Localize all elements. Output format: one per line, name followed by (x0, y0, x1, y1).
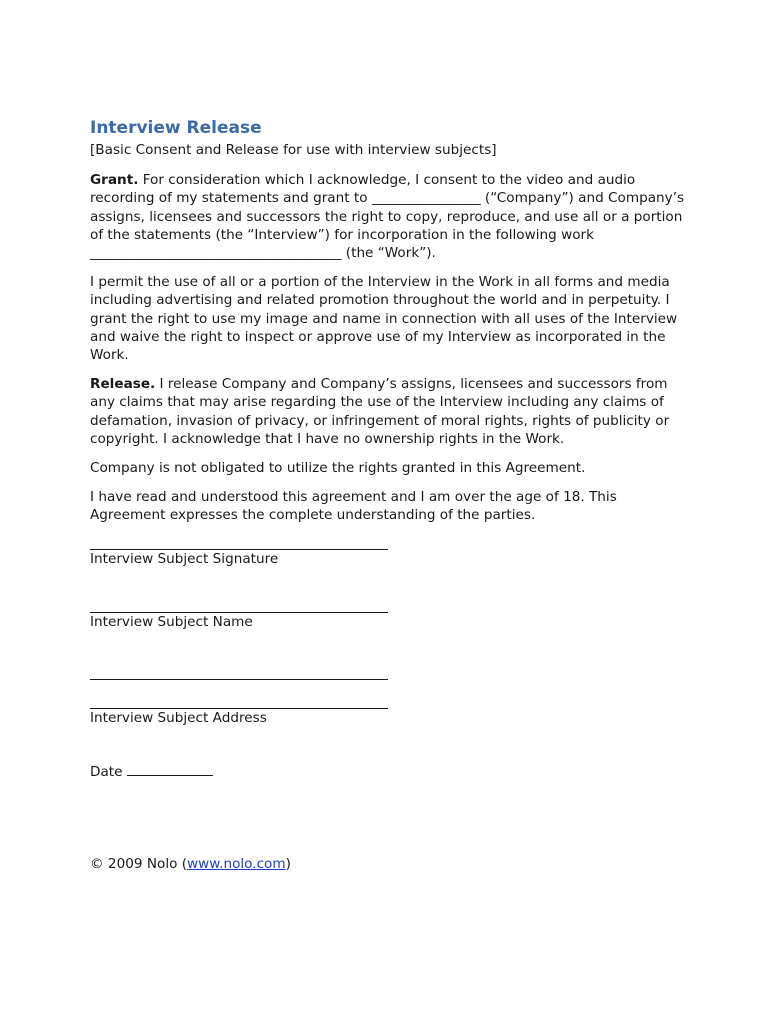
signature-label: Interview Subject Signature (90, 550, 279, 567)
name-label: Interview Subject Name (90, 613, 253, 630)
grant-paragraph (90, 171, 690, 262)
signature-block (90, 539, 690, 782)
date-label: Date (90, 764, 123, 781)
release-paragraph (90, 375, 690, 448)
address-line-2 (90, 698, 388, 709)
nolo-link[interactable]: www.nolo.com (187, 856, 286, 873)
grant-lead: Grant. (90, 172, 139, 189)
grant-text: For consideration which I acknowledge, I consent to the video and audio recording of my statements and grant to ________________ (“Company”) and Company’s assigns, licensees and successors the right to copy, reproduce, and use all or a portion of the statements (the “Interview”) for incorporation in the following work _____________________________________ (the “Work”). (90, 172, 685, 262)
date-line (127, 763, 213, 776)
footer (90, 855, 690, 873)
obligation-paragraph: Company is not obligated to utilize the rights granted in this Agreement. (90, 460, 586, 477)
document-title: Interview Release (90, 118, 262, 138)
release-text: I release Company and Company’s assigns, licensees and successors from any claims that may arise regarding the use of the Interview including any claims of defamation, invasion of privacy, or infringement of moral rights, rights of publicity or copyright. I acknowledge that I have no ownership rights in the Work. (90, 376, 670, 447)
document-page (90, 117, 690, 874)
copyright-text: © 2009 Nolo ( (90, 856, 188, 873)
name-line (90, 602, 388, 613)
date-row (90, 763, 690, 781)
copyright-close: ) (285, 856, 291, 873)
signature-line (90, 539, 388, 550)
agreement-paragraph: I have read and understood this agreement and I am over the age of 18. This Agreement expresses the complete understanding of the parties. (90, 489, 617, 524)
address-line-1 (90, 669, 388, 680)
document-subtitle: [Basic Consent and Release for use with interview subjects] (90, 142, 497, 158)
permit-paragraph: I permit the use of all or a portion of the Interview in the Work in all forms and media including advertising and related promotion throughout the world and in perpetuity. I grant the right to use my image and name in connection with all uses of the Interview and waive the right to inspect or approve use of my Interview as incorporated in the Work. (90, 274, 678, 364)
address-label: Interview Subject Address (90, 710, 267, 727)
release-lead: Release. (90, 376, 156, 393)
